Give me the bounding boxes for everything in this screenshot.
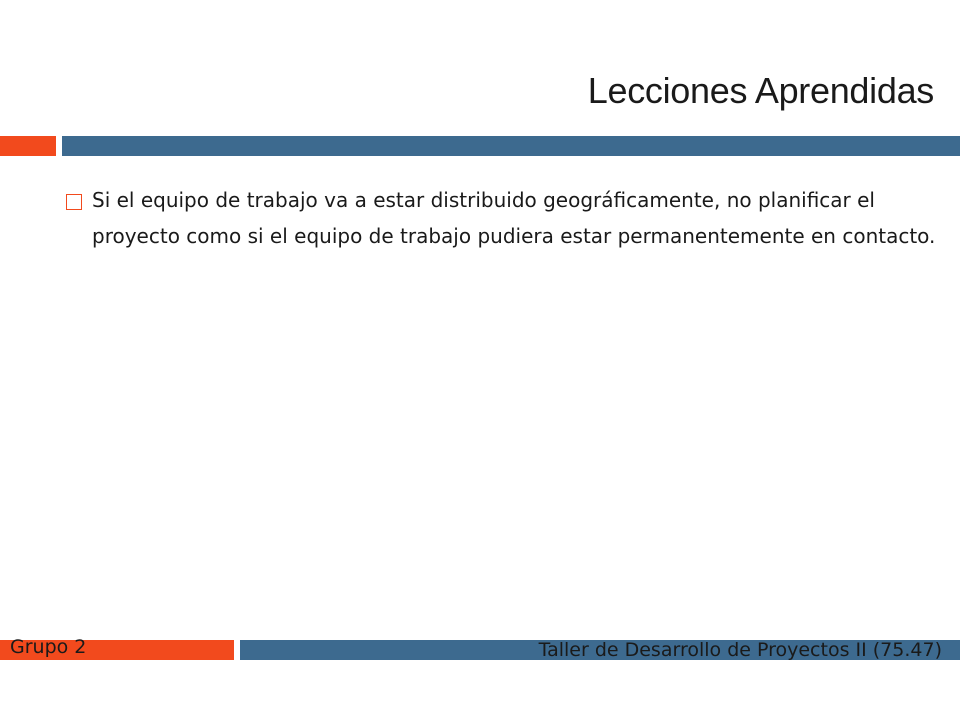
header-accent-bar <box>0 136 56 156</box>
footer-course-label: Taller de Desarrollo de Proyectos II (75.47) <box>538 639 942 661</box>
header-divider-bar <box>62 136 960 156</box>
footer-group-label: Grupo 2 <box>10 636 87 658</box>
bullet-text: Si el equipo de trabajo va a estar distribuido geográficamente, no planificar el proyecto como si el equipo de trabajo pudiera estar permanentemente en contacto. <box>92 188 936 248</box>
bullet-item <box>66 188 946 254</box>
slide-title: Lecciones Aprendidas <box>587 70 934 111</box>
square-bullet-icon <box>66 194 82 210</box>
